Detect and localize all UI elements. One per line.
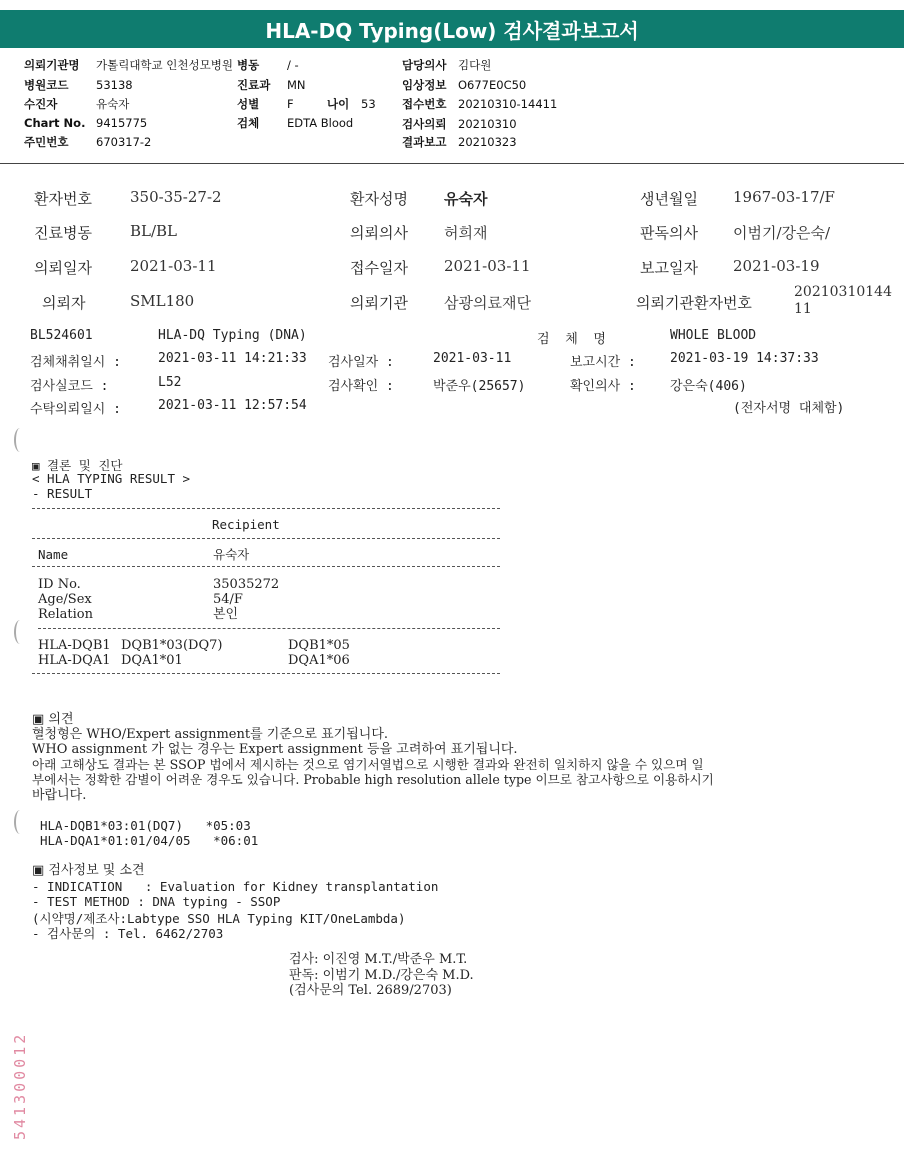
opinion-line: WHO assignment 가 없는 경우는 Expert assignment 등을 고려하여 표기됩니다. bbox=[32, 742, 518, 757]
header-sex bbox=[237, 96, 294, 112]
header-label: 검체 bbox=[237, 116, 260, 130]
header-label: 병원코드 bbox=[24, 78, 69, 92]
opinion-line: 혈청형은 WHO/Expert assignment를 기준으로 표기됩니다. bbox=[32, 727, 389, 742]
verify-value: 강은숙(406) bbox=[670, 379, 747, 394]
side-serial-number: 541300012 bbox=[11, 1031, 29, 1140]
esign-note: (전자서명 대체함) bbox=[733, 401, 845, 416]
header-ward bbox=[237, 57, 299, 73]
patient-name-value: 유숙자 bbox=[444, 190, 488, 208]
req-inst-label: 의뢰기관 bbox=[350, 294, 408, 312]
margin-mark bbox=[14, 810, 26, 834]
rec-date-value: 2021-03-11 bbox=[444, 257, 531, 275]
header-value: O677E0C50 bbox=[458, 78, 527, 92]
header-value: / - bbox=[287, 58, 299, 72]
tester-signature: 검사: 이진영 M.T./박준우 M.T. bbox=[289, 952, 468, 967]
header-label: 주민번호 bbox=[24, 135, 69, 149]
id-label: ID No. bbox=[38, 577, 81, 592]
header-value: EDTA Blood bbox=[287, 116, 354, 130]
opinion-line: 바랍니다. bbox=[32, 788, 87, 803]
recipient-header: Recipient bbox=[212, 517, 280, 532]
ward-label: 진료병동 bbox=[34, 224, 92, 242]
indication: - INDICATION : Evaluation for Kidney transplantation bbox=[32, 879, 439, 894]
test-date-value: 2021-03-11 bbox=[433, 351, 512, 366]
typing-title: < HLA TYPING RESULT > bbox=[32, 471, 191, 486]
header-reception-no bbox=[402, 96, 557, 112]
header-value: 53138 bbox=[96, 78, 133, 92]
header-label: Chart No. bbox=[24, 116, 86, 130]
verify-label: 확인의사 : bbox=[570, 379, 636, 394]
collect-value: 2021-03-11 14:21:33 bbox=[158, 351, 307, 366]
header-label: 접수번호 bbox=[402, 97, 447, 111]
details-section-title: ▣ 검사정보 및 소견 bbox=[32, 863, 145, 878]
test-code: BL524601 bbox=[30, 328, 93, 343]
consign-value: 2021-03-11 12:57:54 bbox=[158, 398, 307, 413]
header-label: 의뢰기관명 bbox=[24, 58, 80, 72]
name-value: 유숙자 bbox=[213, 547, 250, 562]
test-method: - TEST METHOD : DNA typing - SSOP bbox=[32, 894, 281, 909]
header-resident-no bbox=[24, 134, 151, 150]
dqa1-label: HLA-DQA1 bbox=[38, 653, 111, 668]
patient-no-label: 환자번호 bbox=[34, 190, 92, 208]
header-label: 검사의뢰 bbox=[402, 117, 447, 131]
dqb1-allele-1: DQB1*03(DQ7) bbox=[121, 638, 223, 653]
header-label: 결과보고 bbox=[402, 135, 447, 149]
read-doctor-label: 판독의사 bbox=[640, 224, 698, 242]
header-label: 병동 bbox=[237, 58, 260, 72]
header-value: 가톨릭대학교 인천성모병원 bbox=[96, 58, 233, 72]
header-label: 수진자 bbox=[24, 97, 58, 111]
header-value: 670317-2 bbox=[96, 135, 152, 149]
report-time-value: 2021-03-19 14:37:33 bbox=[670, 351, 819, 366]
req-doctor-value: 허희재 bbox=[444, 224, 488, 242]
requester-label: 의뢰자 bbox=[42, 294, 86, 312]
high-res-dqa1: HLA-DQA1*01:01/04/05 *06:01 bbox=[40, 833, 259, 848]
result-label: - RESULT bbox=[32, 486, 93, 501]
agesex-label: Age/Sex bbox=[38, 592, 92, 607]
test-date-label: 검사일자 : bbox=[328, 355, 394, 370]
header-age bbox=[327, 96, 376, 112]
consign-label: 수탁의뢰일시 : bbox=[30, 402, 122, 417]
patient-no-value: 350-35-27-2 bbox=[130, 188, 222, 206]
test-name: HLA-DQ Typing (DNA) bbox=[158, 328, 307, 343]
req-date-label: 의뢰일자 bbox=[34, 259, 92, 277]
header-clinical-info bbox=[402, 77, 526, 93]
confirm-label: 검사확인 : bbox=[328, 379, 394, 394]
relation-value: 본인 bbox=[213, 607, 239, 622]
confirm-value: 박준우(25657) bbox=[433, 379, 526, 394]
dashed-divider bbox=[32, 508, 500, 509]
birth-label: 생년월일 bbox=[640, 190, 698, 208]
header-value: 김다원 bbox=[458, 58, 492, 72]
header-institution bbox=[24, 57, 233, 73]
opinion-line: 부에서는 정확한 감별이 어려운 경우도 있습니다. Probable high resolution allele type 이므로 참고사항으로 이용하시기 bbox=[32, 772, 714, 787]
header-value: 20210310 bbox=[458, 117, 517, 131]
specimen-label: 검 체 명 bbox=[537, 332, 606, 347]
inst-patient-no-value: 2021031014411 bbox=[794, 284, 892, 317]
req-date-value: 2021-03-11 bbox=[130, 257, 217, 275]
dqb1-allele-2: DQB1*05 bbox=[288, 638, 350, 653]
report-time-label: 보고시간 : bbox=[570, 355, 636, 370]
header-value: 9415775 bbox=[96, 116, 148, 130]
header-label: 진료과 bbox=[237, 78, 271, 92]
header-value: 20210310-14411 bbox=[458, 97, 558, 111]
header-value: 53 bbox=[361, 97, 376, 111]
opinion-line: 아래 고해상도 결과는 본 SSOP 법에서 제시하는 것으로 염기서열법으로 시행한 결과와 완전히 일치하지 않을 수 있으며 일 bbox=[32, 757, 704, 772]
ward-value: BL/BL bbox=[130, 222, 178, 240]
header-value: 20210323 bbox=[458, 135, 517, 149]
header-label: 임상정보 bbox=[402, 78, 447, 92]
contact: - 검사문의 : Tel. 6462/2703 bbox=[32, 926, 224, 941]
inst-patient-no-label: 의뢰기관환자번호 bbox=[636, 294, 752, 312]
requester-value: SML180 bbox=[130, 292, 195, 310]
req-inst-value: 삼광의료재단 bbox=[444, 294, 531, 312]
rec-date-label: 접수일자 bbox=[350, 259, 408, 277]
dashed-divider bbox=[32, 538, 500, 539]
collect-label: 검체채취일시 : bbox=[30, 355, 122, 370]
dqb1-label: HLA-DQB1 bbox=[38, 638, 111, 653]
agesex-value: 54/F bbox=[213, 592, 243, 607]
birth-value: 1967-03-17/F bbox=[733, 188, 835, 206]
dqa1-allele-1: DQA1*01 bbox=[121, 653, 183, 668]
rep-date-value: 2021-03-19 bbox=[733, 257, 820, 275]
read-doctor-value: 이범기/강은숙/ bbox=[733, 224, 831, 242]
dashed-divider bbox=[32, 673, 500, 674]
header-value: F bbox=[287, 97, 294, 111]
opinion-section-title: ▣ 의견 bbox=[32, 712, 74, 727]
header-department bbox=[237, 77, 306, 93]
header-doctor bbox=[402, 57, 491, 73]
header-value: 유숙자 bbox=[96, 97, 130, 111]
result-section-title: ▣ 결론 및 진단 bbox=[32, 458, 123, 473]
signature-contact: (검사문의 Tel. 2689/2703) bbox=[289, 983, 452, 998]
dqa1-allele-2: DQA1*06 bbox=[288, 653, 350, 668]
report-title: HLA-DQ Typing(Low) 검사결과보고서 bbox=[0, 10, 904, 48]
name-label: Name bbox=[38, 547, 69, 562]
header-specimen bbox=[237, 115, 353, 131]
margin-mark bbox=[14, 620, 26, 644]
header-value: MN bbox=[287, 78, 306, 92]
margin-mark bbox=[14, 428, 26, 452]
lab-code-label: 검사실코드 : bbox=[30, 379, 109, 394]
req-doctor-label: 의뢰의사 bbox=[350, 224, 408, 242]
lab-code-value: L52 bbox=[158, 375, 182, 390]
reader-signature: 판독: 이범기 M.D./강은숙 M.D. bbox=[289, 968, 474, 983]
patient-name-label: 환자성명 bbox=[350, 190, 408, 208]
header-request-date bbox=[402, 116, 517, 132]
header-patient bbox=[24, 96, 129, 112]
header-report-date bbox=[402, 134, 517, 150]
specimen-value: WHOLE BLOOD bbox=[670, 328, 757, 343]
high-res-dqb1: HLA-DQB1*03:01(DQ7) *05:03 bbox=[40, 818, 251, 833]
header-hospital-code bbox=[24, 77, 133, 93]
id-value: 35035272 bbox=[213, 577, 280, 592]
header-label: 나이 bbox=[327, 97, 350, 111]
header-label: 성별 bbox=[237, 97, 260, 111]
rep-date-label: 보고일자 bbox=[640, 259, 698, 277]
header-label: 담당의사 bbox=[402, 58, 447, 72]
dashed-divider bbox=[38, 628, 500, 629]
relation-label: Relation bbox=[38, 607, 93, 622]
reagent: (시약명/제조사:Labtype SSO HLA Typing KIT/OneLambda) bbox=[32, 911, 406, 926]
dashed-divider bbox=[32, 566, 500, 567]
header-divider bbox=[0, 163, 904, 164]
header-chart-no bbox=[24, 116, 147, 130]
